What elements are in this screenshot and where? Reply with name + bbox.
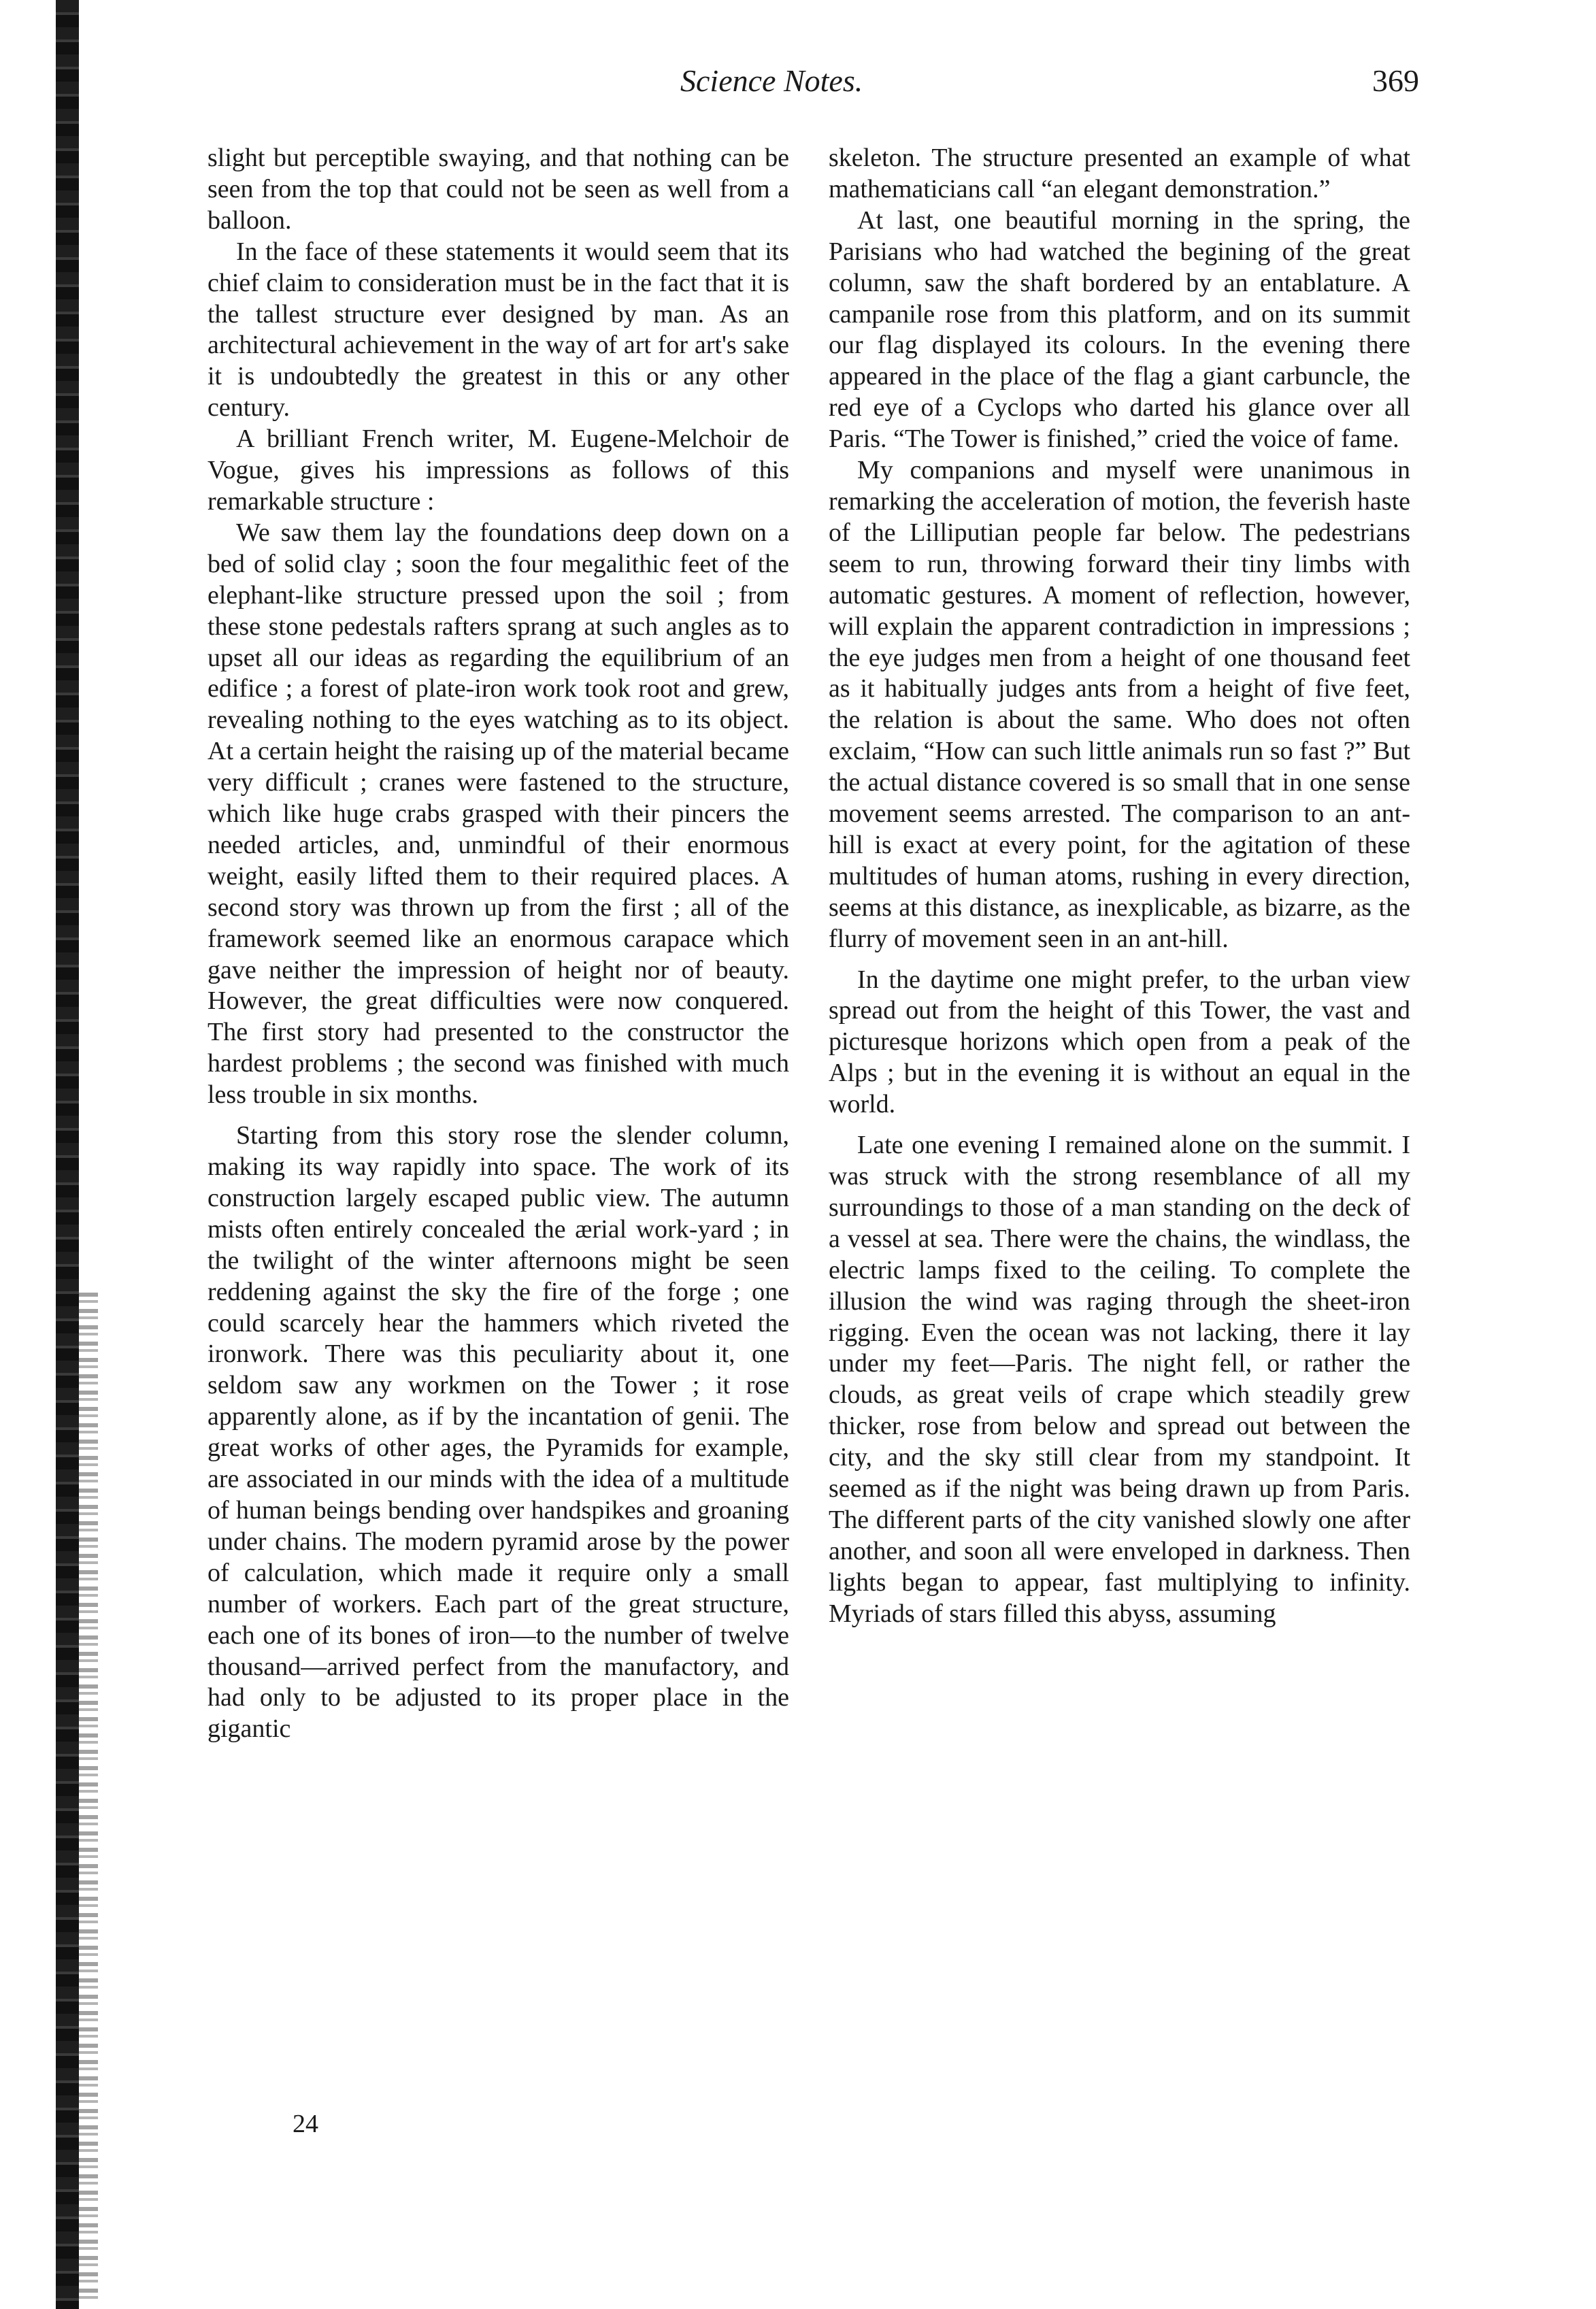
paragraph: In the daytime one might prefer, to the urban view spread out from the height of this Tower, the vast and picturesque horizons which open from a peak of the Alps ; but in the evening it is without an equal in the world. — [829, 965, 1410, 1119]
paragraph: My companions and myself were unanimous in remarking the acceleration of motion, the feverish haste of the Lilliputian people far below. The pedestrians seem to run, throwing forward their tiny limbs with automatic gestures. A moment of reflection, however, will explain the apparent contradiction in impressions ; the eye judges men from a height of one thousand feet as it habitually judges ants from a height of five feet, the relation is about the same. Who does not often exclaim, “How can such little animals run so fast ?” But the actual distance covered is so small that in one sense movement seems arrested. The comparison to an ant-hill is exact at every point, for the agitation of these multitudes of human atoms, rushing in every direction, seems at this distance, as inexplicable, as bizarre, as the flurry of movement seen in an ant-hill. — [829, 456, 1410, 953]
paragraph: A brilliant French writer, M. Eugene-Melchoir de Vogue, gives his impressions as follows of this remarkable structure : — [207, 425, 789, 516]
page-number: 369 — [1372, 63, 1419, 98]
paragraph: skeleton. The structure presented an example of what mathematicians call “an elegant demonstration.” — [829, 144, 1410, 203]
left-column — [207, 143, 789, 1745]
paragraph: In the face of these statements it would seem that its chief claim to consideration must be in the fact that it is the tallest structure ever designed by man. As an architectural achievement in the way of art for art's sake it is undoubtedly the greatest in this or any other century. — [207, 237, 789, 422]
paragraph: We saw them lay the foundations deep down on a bed of solid clay ; soon the four megalithic feet of the elephant-like structure pressed upon the soil ; from these stone pedestals rafters sprang at such angles as to upset all our ideas as regarding the equilibrium of an edifice ; a forest of plate-iron work took root and grew, revealing nothing to the eyes watching as to its object. At a certain height the raising up of the material became very difficult ; cranes were fastened to the structure, which like huge crabs grasped with their pincers the needed articles, and, unmindful of their enormous weight, easily lifted them to their required places. A second story was thrown up from the first ; all of the framework seemed like an enormous carapace which gave neither the impression of height nor of beauty. However, the great difficulties were now conquered. The first story had presented to the constructor the hardest problems ; the second was finished with much less trouble in six months. — [207, 518, 789, 1110]
signature-mark: 24 — [293, 2110, 318, 2138]
paragraph: Starting from this story rose the slender column, making its way rapidly into space. The work of its construction largely escaped public view. The autumn mists often entirely concealed the ærial work-yard ; in the twilight of the winter afternoons might be seen reddening against the sky the fire of the forge ; one could scarcely hear the hammers which riveted the ironwork. There was this peculiarity about it, one seldom saw any workmen on the Tower ; it rose apparently alone, as if by the incantation of genii. The great works of other ages, the Pyramids for example, are associated in our minds with the idea of a multitude of human beings bending over handspikes and groaning under chains. The modern pyramid arose by the power of calculation, which made it require only a small number of workers. Each part of the great structure, each one of its bones of iron—to the number of twelve thousand—arrived perfect from the manufactory, and had only to be adjusted to its proper place in the gigantic — [207, 1121, 789, 1744]
binding-edge — [56, 0, 79, 2309]
paragraph: slight but perceptible swaying, and that nothing can be seen from the top that could not be seen as well from a balloon. — [207, 144, 789, 235]
binding-fringe — [79, 1293, 98, 2299]
running-head: Science Notes. — [680, 63, 863, 98]
right-column — [829, 143, 1410, 1630]
paragraph: Late one evening I remained alone on the summit. I was struck with the strong resemblance of all my surroundings to those of a man standing on the deck of a vessel at sea. There were the chains, the windlass, the electric lamps fixed to the ceiling. To complete the illusion the wind was raging through the sheet-iron rigging. Even the ocean was not lacking, there it lay under my feet—Paris. The night fell, or rather the clouds, as great veils of crape which steadily grew thicker, rose from below and spread out between the city, and the sky still clear from my standpoint. It seemed as if the night was being drawn up from Paris. The different parts of the city vanished slowly one after another, and soon all were enveloped in darkness. Then lights began to appear, fast multiplying to infinity. Myriads of stars filled this abyss, assuming — [829, 1131, 1410, 1628]
paragraph: At last, one beautiful morning in the spring, the Parisians who had watched the begining of the great column, saw the shaft bordered by an entablature. A campanile rose from this platform, and on its summit our flag displayed its colours. In the evening there appeared in the place of the flag a giant carbuncle, the red eye of a Cyclops who darted his glance over all Paris. “The Tower is finished,” cried the voice of fame. — [829, 205, 1410, 454]
